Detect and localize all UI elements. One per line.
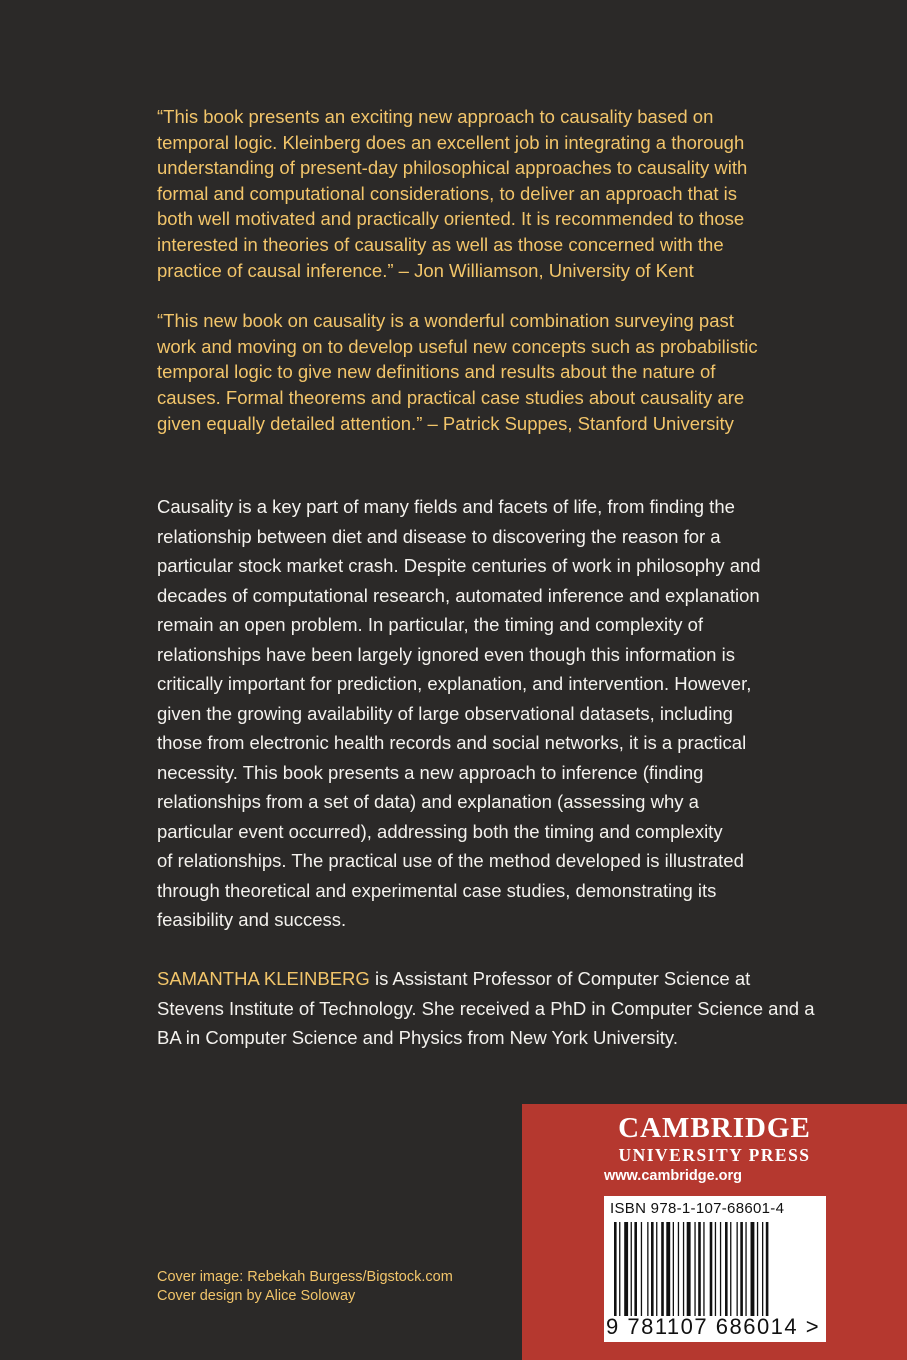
- book-description: Causality is a key part of many fields and facets of life, from finding the relationship between diet and disease to discovering the reason for a particular stock market crash. Despite centuries of work in philosophy and decades of computational research, automated inference and explanation remain an open problem. In particular, the timing and complexity of relationships have been largely ignored even though this information is critically important for prediction, explanation, and intervention. However, given the growing availability of large observational datasets, including those from electronic health records and social networks, it is a practical necessity. This book presents a new approach to inference (finding relationships from a set of data) and explanation (assessing why a particular event occurred), addressing both the timing and complexity of relationships. The practical use of the method developed is illustrated through theoretical and experimental case studies, demonstrating its feasibility and success.: [157, 496, 761, 930]
- endorsement-quotes: [157, 104, 797, 461]
- barcode-digits: 9 781107 686014 >: [606, 1314, 821, 1339]
- barcode-bars-icon: [614, 1222, 814, 1316]
- author-bio: [157, 964, 817, 1053]
- publisher-panel: [522, 1104, 907, 1360]
- quote-williamson: “This book presents an exciting new approach to causality based on temporal logic. Kleinberg does an excellent job in integrating a thorough understanding of present-day philosophical approaches to causality with formal and computational considerations, to deliver an approach that is both well motivated and practically oriented. It is recommended to those interested in theories of causality as well as those concerned with the practice of causal inference.” – Jon Williamson, University of Kent: [157, 106, 748, 281]
- publisher-website: www.cambridge.org: [604, 1168, 743, 1184]
- cover-credits: [157, 1268, 453, 1306]
- cover-design-credit: Cover design by Alice Soloway: [157, 1288, 356, 1304]
- quote-suppes: “This new book on causality is a wonderful combination surveying past work and moving on to develop useful new concepts such as probabilistic temporal logic to give new definitions and results about the nature of causes. Formal theorems and practical case studies about causality are given equally detailed attention.” – Patrick Suppes, Stanford University: [157, 310, 758, 434]
- barcode: [604, 1196, 826, 1342]
- cover-image-credit: Cover image: Rebekah Burgess/Bigstock.com: [157, 1269, 453, 1285]
- publisher-name-line1: CAMBRIDGE: [618, 1112, 811, 1144]
- publisher-name-line2: UNIVERSITY PRESS: [618, 1145, 811, 1165]
- author-bio-text: is Assistant Professor of Computer Science at Stevens Institute of Technology. She received a PhD in Computer Science and a BA in Computer Science and Physics from New York University.: [157, 968, 815, 1048]
- isbn-label: ISBN 978-1-107-68601-4: [610, 1200, 785, 1217]
- publisher-logo-text: [602, 1112, 827, 1166]
- author-name: SAMANTHA KLEINBERG: [157, 968, 370, 989]
